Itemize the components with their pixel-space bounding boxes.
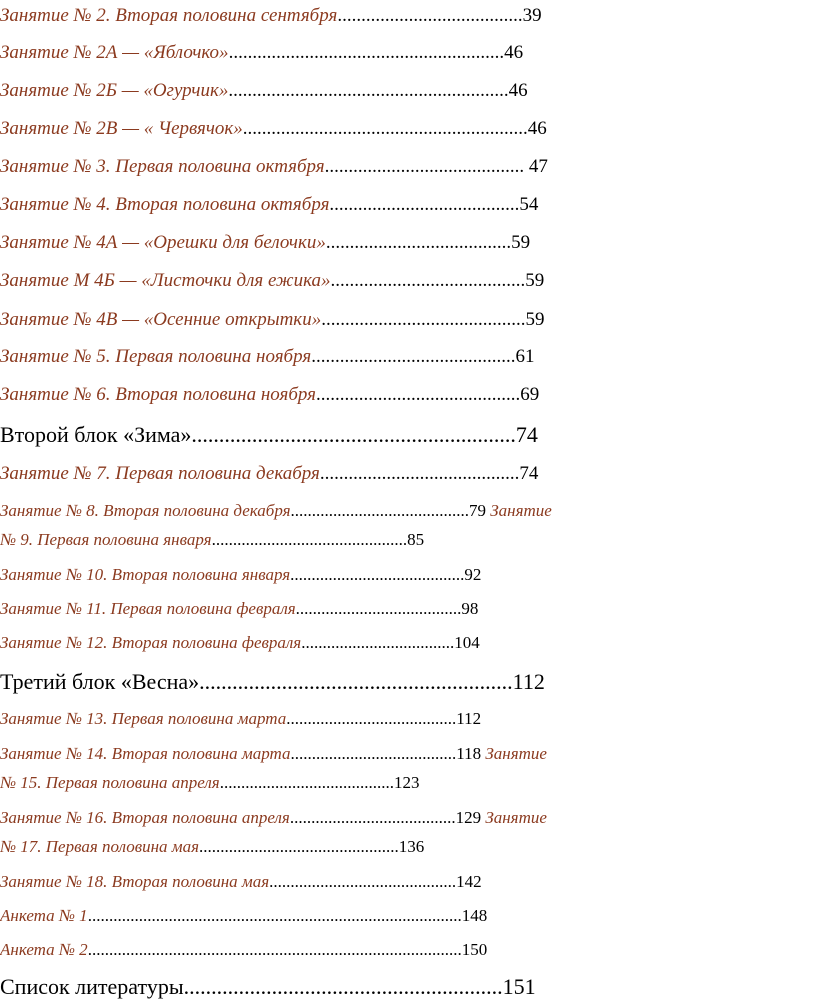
page-number: 79 xyxy=(469,501,486,520)
dot-leader: .......................................................... xyxy=(183,974,503,999)
toc-entry xyxy=(0,907,487,924)
page-number: 136 xyxy=(398,837,425,856)
page-number: 54 xyxy=(519,194,539,215)
dot-leader: ......................................... xyxy=(330,270,526,291)
entry-title: Занятие № 4А — «Орешки для белочки» xyxy=(0,232,326,253)
dot-leader: ........................................... xyxy=(316,384,521,405)
toc-entry xyxy=(0,531,424,548)
page-number: 46 xyxy=(508,80,528,101)
entry-title: Занятие № 12. Вторая половина февраля xyxy=(0,633,302,652)
page-number: 112 xyxy=(456,709,482,728)
page-number: 69 xyxy=(520,384,540,405)
entry-title: Занятие № 3. Первая половина октября xyxy=(0,156,325,177)
dot-leader: ........................................................................................ xyxy=(87,940,462,959)
page-number: 129 xyxy=(455,808,482,827)
toc-entry xyxy=(0,464,538,483)
page-number: 85 xyxy=(407,530,425,549)
entry-title: Анкета № 2 xyxy=(0,940,88,959)
toc-entry xyxy=(0,600,478,617)
toc-section-heading xyxy=(0,424,538,446)
toc-entry xyxy=(0,6,542,25)
toc-entry xyxy=(0,873,482,890)
entry-title: Занятие № 18. Вторая половина мая xyxy=(0,872,270,891)
toc-entry xyxy=(0,347,534,366)
dot-leader: ........................................................................................ xyxy=(87,906,462,925)
dot-leader: .......................................................... xyxy=(228,42,505,63)
page-number: 98 xyxy=(461,599,479,618)
toc-entry xyxy=(0,634,480,651)
entry-title: № 9. Первая половина января xyxy=(0,530,212,549)
entry-title: Анкета № 1 xyxy=(0,906,88,925)
page-number: 39 xyxy=(522,5,542,26)
page-number: 46 xyxy=(504,42,524,63)
dot-leader: ........................................ xyxy=(329,194,520,215)
toc-entry xyxy=(0,838,424,855)
section-title: Список литературы xyxy=(0,974,184,999)
page-number: 59 xyxy=(525,309,545,330)
page-number: 123 xyxy=(393,773,420,792)
entry-title: Занятие № 11. Первая половина февраля xyxy=(0,599,296,618)
entry-title: № 15. Первая половина апреля xyxy=(0,773,220,792)
page-number: 47 xyxy=(524,156,548,177)
toc-entry xyxy=(0,119,547,138)
page-number: 46 xyxy=(527,118,547,139)
dot-leader: ......................................... xyxy=(219,773,394,792)
entry-title: Занятие № 2Б — «Огурчик» xyxy=(0,80,229,101)
page-number: 61 xyxy=(515,346,535,367)
page-number: 92 xyxy=(464,565,482,584)
entry-title: Занятие № 2. Вторая половина сентября xyxy=(0,5,338,26)
entry-title: Занятие № 8. Вторая половина декабря xyxy=(0,501,291,520)
entry-title: Занятие № 7. Первая половина декабря xyxy=(0,463,320,484)
toc-entry xyxy=(0,43,523,62)
dot-leader: ....................................... xyxy=(290,744,457,763)
dot-leader: ........................................... xyxy=(321,309,526,330)
entry-title: Занятие № 16. Вторая половина апреля xyxy=(0,808,290,827)
entry-title: Занятие М 4Б — «Листочки для ежика» xyxy=(0,270,331,291)
entry-title-continuation: Занятие xyxy=(486,501,552,520)
entry-title-continuation: Занятие xyxy=(481,744,547,763)
page-number: 151 xyxy=(502,974,536,999)
page-number: 118 xyxy=(456,744,482,763)
dot-leader: ....................................... xyxy=(295,599,462,618)
dot-leader: ............................................... xyxy=(199,837,399,856)
page-number: 104 xyxy=(454,633,480,652)
page-number: 150 xyxy=(461,940,488,959)
dot-leader: ............................................................ xyxy=(242,118,528,139)
entry-title: Занятие № 5. Первая половина ноября xyxy=(0,346,312,367)
dot-leader: ......................................... xyxy=(290,565,465,584)
page-number: 74 xyxy=(519,463,539,484)
toc-entry xyxy=(0,310,544,329)
dot-leader: ......................................................... xyxy=(199,669,513,694)
entry-title: Занятие № 14. Вторая половина марта xyxy=(0,744,291,763)
dot-leader: ........................................................... xyxy=(228,80,509,101)
dot-leader: ....................................... xyxy=(337,5,523,26)
page-number: 74 xyxy=(515,422,538,447)
section-title: Третий блок «Весна» xyxy=(0,669,200,694)
toc-entry xyxy=(0,233,530,252)
dot-leader: ........................................ xyxy=(286,709,457,728)
entry-title: Занятие № 10. Вторая половина января xyxy=(0,565,291,584)
dot-leader: ....................................... xyxy=(325,232,512,253)
toc-entry xyxy=(0,809,547,826)
dot-leader: ............................................ xyxy=(269,872,457,891)
dot-leader: .......................................... xyxy=(324,156,525,177)
toc-section-heading xyxy=(0,671,545,693)
toc-entry xyxy=(0,941,487,958)
entry-title-continuation: Занятие xyxy=(481,808,547,827)
entry-title: Занятие № 6. Вторая половина ноября xyxy=(0,384,316,405)
toc-entry xyxy=(0,502,552,519)
section-title: Второй блок «Зима» xyxy=(0,422,192,447)
dot-leader: .......................................... xyxy=(319,463,520,484)
toc-entry xyxy=(0,385,539,404)
dot-leader: .................................... xyxy=(301,633,455,652)
dot-leader: .............................................. xyxy=(211,530,408,549)
dot-leader: ........................................... xyxy=(311,346,516,367)
page-number: 59 xyxy=(511,232,531,253)
entry-title: Занятие № 13. Первая половина марта xyxy=(0,709,287,728)
page-number: 112 xyxy=(512,669,545,694)
toc-entry xyxy=(0,745,547,762)
toc-section-heading xyxy=(0,976,536,998)
entry-title: № 17. Первая половина мая xyxy=(0,837,200,856)
dot-leader: ....................................... xyxy=(289,808,456,827)
page-number: 148 xyxy=(461,906,488,925)
entry-title: Занятие № 2В — « Червячок» xyxy=(0,118,243,139)
toc-entry xyxy=(0,271,544,290)
toc-entry xyxy=(0,195,538,214)
toc-entry xyxy=(0,710,481,727)
toc-entry xyxy=(0,81,528,100)
entry-title: Занятие № 2А — «Яблочко» xyxy=(0,42,229,63)
dot-leader: ........................................................... xyxy=(191,422,516,447)
entry-title: Занятие № 4. Вторая половина октября xyxy=(0,194,330,215)
toc-entry xyxy=(0,157,548,176)
page-number: 59 xyxy=(525,270,545,291)
dot-leader: .......................................... xyxy=(290,501,469,520)
toc-entry xyxy=(0,566,481,583)
toc-entry xyxy=(0,774,419,791)
entry-title: Занятие № 4В — «Осенние открытки» xyxy=(0,309,322,330)
page-number: 142 xyxy=(456,872,482,891)
